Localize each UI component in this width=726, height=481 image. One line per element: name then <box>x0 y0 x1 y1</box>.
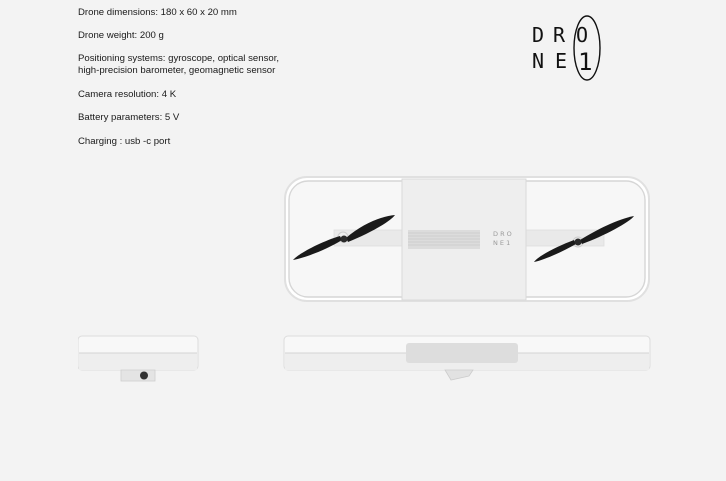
logo-letter: N <box>532 49 545 73</box>
spec-camera: Camera resolution: 4 K <box>78 89 177 100</box>
side-panel <box>406 343 518 363</box>
drone-front-view <box>78 334 200 386</box>
spec-dimensions: Drone dimensions: 180 x 60 x 20 mm <box>78 7 237 18</box>
drone-side-view <box>283 334 651 386</box>
drone1-logo <box>528 14 608 86</box>
body-label-row2: N E 1 <box>493 239 511 247</box>
spec-positioning-line1: Positioning systems: gyroscope, optical sensor, <box>78 53 280 64</box>
spec-charging: Charging : usb -c port <box>78 136 171 147</box>
body-label-row1: D R O <box>493 230 512 238</box>
spec-weight: Drone weight: 200 g <box>78 30 164 41</box>
spec-positioning-line2: high-precision barometer, geomagnetic sensor <box>78 65 276 76</box>
logo-letter: O <box>576 23 589 47</box>
drone-top-view <box>282 174 652 304</box>
camera-lens-icon <box>140 372 148 380</box>
camera-housing <box>121 370 155 381</box>
camera-mount <box>445 370 473 380</box>
logo-letter: E <box>555 49 568 73</box>
front-lower-shell <box>79 353 197 370</box>
logo-letter: D <box>532 23 545 47</box>
logo-letter: R <box>553 23 566 47</box>
logo-letter: 1 <box>578 48 593 76</box>
spec-battery: Battery parameters: 5 V <box>78 112 180 123</box>
